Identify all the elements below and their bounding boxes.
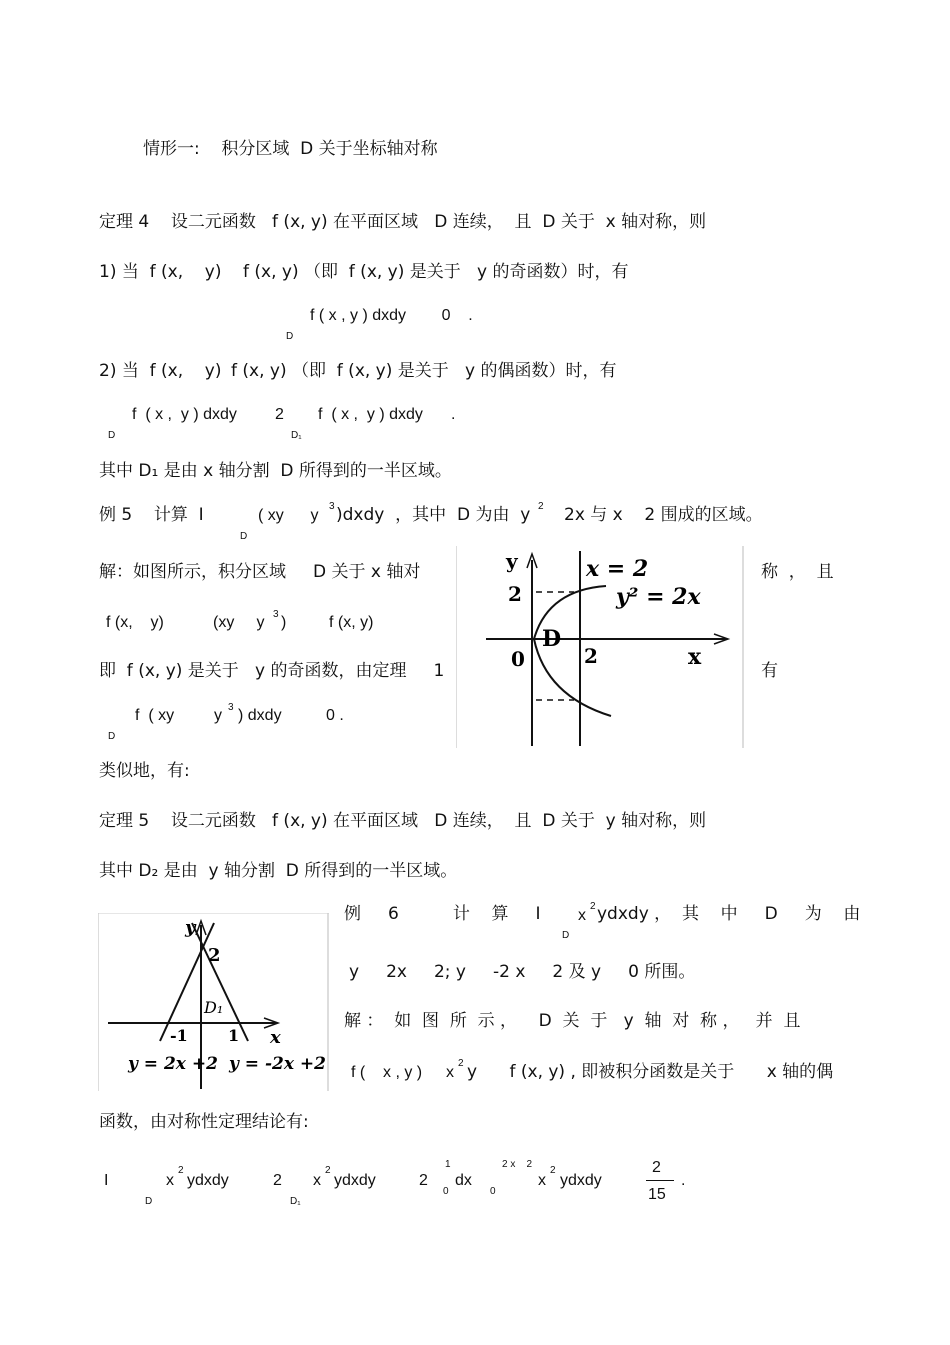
theorem-4-case2-factor: 2 — [275, 406, 284, 423]
example-6-region: y 2x 2; y -2 x 2 及 y 0 所围。 — [349, 962, 696, 982]
example-5-symmetry-lhs: f (x, y) — [106, 614, 164, 631]
example-5-result-domain: D — [108, 731, 116, 742]
theorem-4-region-note: 其中 D₁ 是由 x 轴分割 D 所得到的一半区域。 — [99, 461, 452, 481]
final-fraction-denominator: 15 — [648, 1186, 666, 1203]
final-term1-exponent: 2 — [178, 1165, 184, 1176]
example-5-symmetry-paren: ) — [281, 614, 287, 631]
fig2-label-eq-left: y = 2x +2 — [128, 1054, 218, 1074]
final-factor-2a: 2 — [273, 1172, 282, 1189]
theorem-4-case2-condition: 2) 当 f (x, y) — [99, 361, 222, 381]
final-limit1-upper: 1 — [445, 1159, 451, 1170]
example-5-result-value: ) dxdy 0 . — [238, 707, 344, 724]
example-6-integrand-exponent: 2 — [590, 901, 596, 912]
theorem-4-case1-domain: D — [286, 331, 294, 342]
final-term1-x: x — [166, 1172, 174, 1189]
final-fraction-numerator: 2 — [652, 1159, 661, 1176]
example-6-symmetry-lhs: f ( x , y ) — [351, 1064, 423, 1081]
example-5-symmetry-rhs: f (x, y) — [329, 614, 374, 631]
final-term3-exponent: 2 — [550, 1165, 556, 1176]
final-term2-x: x — [313, 1172, 321, 1189]
example-6-domain: D — [562, 930, 570, 941]
example-5-exponent-3: 3 — [329, 501, 335, 512]
final-dx: dx — [455, 1172, 472, 1189]
fig2-label-minus1: -1 — [170, 1026, 188, 1045]
final-term3: ydxdy — [560, 1172, 602, 1189]
example-5-symmetry-mid: (xy y — [213, 614, 265, 631]
example-5-odd-statement-end: 有 — [761, 661, 778, 681]
final-term2: ydxdy — [334, 1172, 376, 1189]
section-heading: 情形一: 积分区域 D 关于坐标轴对称 — [143, 139, 438, 159]
final-limit2-upper: 2 x 2 — [502, 1159, 533, 1170]
theorem-4-case2-period: . — [451, 406, 456, 423]
theorem-4-case1-condition: 1) 当 f (x, y) — [99, 262, 222, 282]
example-5-integrand: ( xy y — [258, 507, 319, 524]
final-period: . — [681, 1172, 686, 1189]
theorem-4-case1-formula: f ( x , y ) dxdy 0 . — [310, 307, 473, 324]
final-domain-D1: D₁ — [290, 1196, 301, 1207]
fig2-label-D1: D₁ — [204, 998, 224, 1017]
final-term3-x: x — [538, 1172, 546, 1189]
example-5-result-integrand: f ( xy — [135, 707, 175, 724]
fig2-label-2: 2 — [208, 945, 221, 966]
example-6-symmetry-exponent: 2 — [458, 1058, 464, 1069]
fig1-label-origin: 0 — [511, 647, 525, 671]
example-5-solution-line1: 解：如图所示，积分区域 D 关于 x 轴对 — [99, 562, 421, 582]
theorem-4-case1-text: f (x, y) （即 f (x, y) 是关于 y 的奇函数）时，有 — [243, 262, 629, 282]
theorem-4-statement: 定理 4 设二元函数 f (x, y) 在平面区域 D 连续， 且 D 关于 x 轴对称，则 — [99, 212, 707, 232]
final-fraction-bar — [646, 1180, 674, 1181]
final-factor-2b: 2 — [419, 1172, 428, 1189]
figure-example-6 — [98, 913, 329, 1091]
similar-note: 类似地，有: — [99, 761, 190, 781]
final-domain-D: D — [145, 1196, 153, 1207]
example-6-integrand-x: x — [578, 907, 586, 924]
theorem-4-case2-formula-left: f ( x , y ) dxdy — [132, 406, 237, 423]
fig1-label-line: x = 2 — [586, 556, 649, 582]
fig1-label-D: D — [542, 626, 562, 652]
example-6-conclusion-intro: 函数，由对称性定理结论有: — [99, 1112, 309, 1132]
theorem-4-case2-domain-right: D₁ — [291, 430, 302, 441]
fig1-label-y2: 2 — [508, 582, 522, 606]
theorem-4-case2-text: f (x, y) （即 f (x, y) 是关于 y 的偶函数）时，有 — [231, 361, 617, 381]
theorem-5-statement: 定理 5 设二元函数 f (x, y) 在平面区域 D 连续， 且 D 关于 y 轴对称，则 — [99, 811, 707, 831]
fig1-label-curve: y² = 2x — [616, 584, 701, 610]
theorem-4-case2-domain-left: D — [108, 430, 116, 441]
example-6-symmetry-x: x — [446, 1064, 454, 1081]
example-5-result-exponent: 3 — [228, 702, 234, 713]
figure-example-5 — [456, 546, 744, 748]
fig2-label-y: y — [185, 917, 196, 938]
example-5-text-mid: )dxdy ，其中 D 为由 y — [336, 505, 531, 525]
example-5-label: 例 5 计算 I — [99, 505, 204, 525]
example-6-text-end: ydxdy ， 其 中 D 为 由 — [597, 904, 861, 924]
fig2-label-eq-right: y = -2x +2 — [229, 1054, 326, 1074]
example-5-solution-line1-end: 称 ， 且 — [761, 562, 834, 582]
example-5-result-y: y — [214, 707, 222, 724]
example-6-solution-line1: 解 ： 如 图 所 示 ， D 关 于 y 轴 对 称 ， 并 且 — [344, 1011, 801, 1031]
final-term2-exponent: 2 — [325, 1165, 331, 1176]
fig2-label-x: x — [270, 1027, 281, 1048]
example-5-text-end: 2x 与 x 2 围成的区域。 — [564, 505, 763, 525]
example-6-label: 例 6 计 算 I — [344, 904, 541, 924]
fig1-label-y: y — [506, 549, 518, 573]
fig2-label-1: 1 — [228, 1026, 240, 1045]
example-5-symmetry-exponent: 3 — [273, 609, 279, 620]
example-5-exponent-2: 2 — [538, 501, 544, 512]
final-limit2-lower: 0 — [490, 1186, 496, 1197]
theorem-5-region-note: 其中 D₂ 是由 y 轴分割 D 所得到的一半区域。 — [99, 861, 458, 881]
example-5-odd-statement: 即 f (x, y) 是关于 y 的奇函数，由定理 1 — [99, 661, 445, 681]
fig1-label-x2: 2 — [584, 644, 598, 668]
final-I: I — [104, 1172, 109, 1189]
fig1-label-x: x — [688, 644, 702, 670]
final-term1: ydxdy — [187, 1172, 229, 1189]
theorem-4-case2-formula-right: f ( x , y ) dxdy — [318, 406, 423, 423]
example-6-symmetry-text: y f (x, y) , 即被积分函数是关于 x 轴的偶 — [467, 1062, 834, 1082]
example-5-domain: D — [240, 531, 248, 542]
final-limit1-lower: 0 — [443, 1186, 449, 1197]
